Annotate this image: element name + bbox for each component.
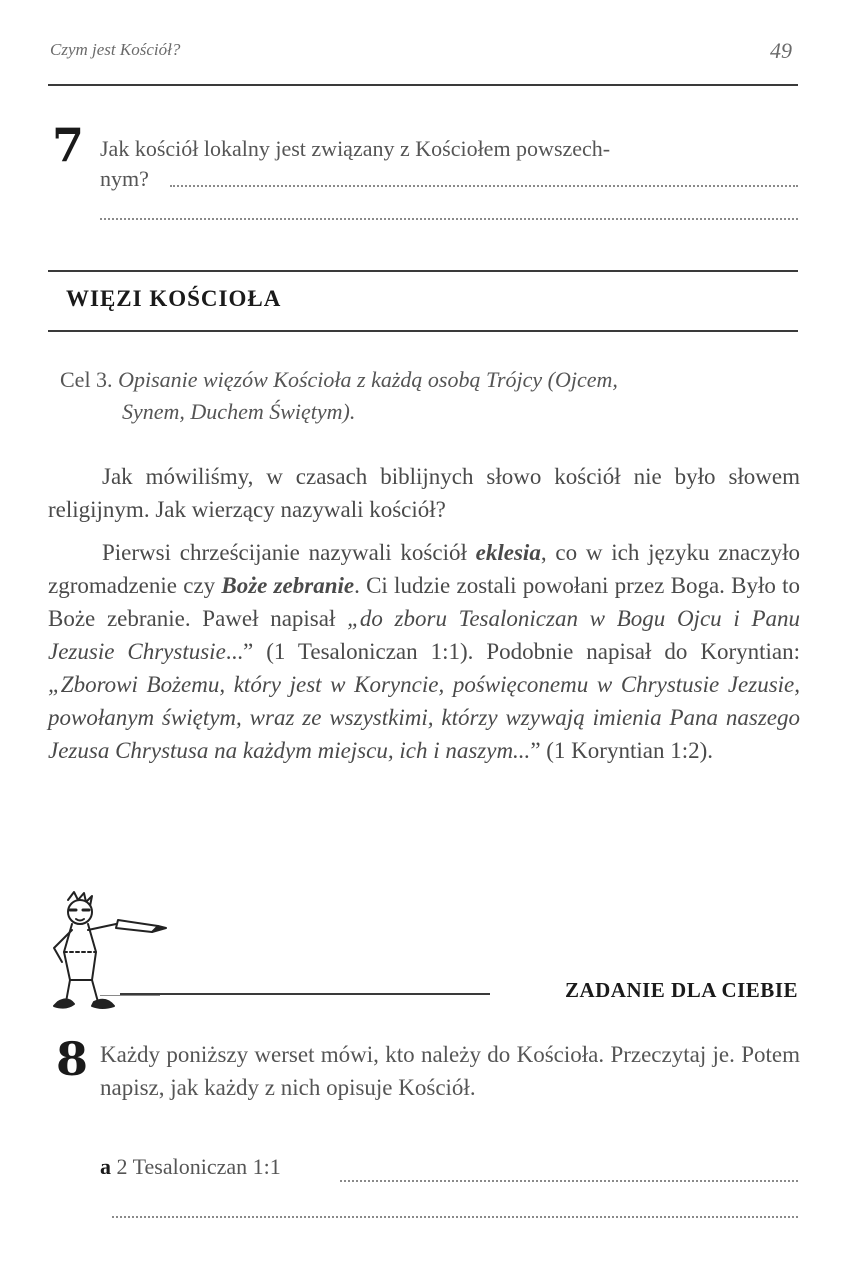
- goal-text-line1: Opisanie więzów Kościoła z każdą osobą Trójcy (Ojcem,: [118, 367, 618, 392]
- quote-koryntian: „Zborowi Bożemu, który jest w Koryncie, poświęconemu w Chrystusie Jezusie, powołanym świętym, wraz ze wszystkimi, którzy wzywają imienia Pana naszego Jezusa Chrystusa na każdym miejscu, ich i naszym...: [48, 672, 800, 763]
- term-eklesia: eklesia: [475, 540, 541, 565]
- goal: [60, 364, 800, 428]
- question-number-8: 8: [56, 1032, 89, 1086]
- student-writing-illustration: [40, 890, 170, 1015]
- section-rule-bottom: [48, 330, 798, 332]
- term-boze-zebranie: Boże zebranie: [221, 573, 355, 598]
- sub-letter-a: a: [100, 1154, 111, 1179]
- quote-tesaloniczan: „do zboru Tesaloniczan w Bogu Ojcu i Panu Jezusie Chrystusie: [48, 606, 800, 664]
- p2-mid1: , co w ich języku znaczyło zgromadzenie czy: [48, 540, 800, 598]
- body-text: [48, 460, 800, 767]
- chapter-title: Czym jest Kościół?: [50, 40, 181, 59]
- sub-question-a: [100, 1154, 281, 1180]
- goal-label: Cel 3.: [60, 367, 113, 392]
- section-title: WIĘZI KOŚCIOŁA: [66, 286, 282, 311]
- p2-mid2: . Ci ludzie zostali powołani przez Boga. Było to Boże zebranie. Paweł napisał: [48, 573, 800, 631]
- goal-text-line2: Synem, Duchem Świętym).: [122, 399, 356, 424]
- page-number: 49: [770, 38, 792, 63]
- task-label: ZADANIE DLA CIEBIE: [564, 978, 798, 1002]
- task-line-left: [100, 995, 160, 996]
- question-number-7: 7: [52, 118, 85, 172]
- paragraph-1: Jak mówiliśmy, w czasach biblijnych słowo kościół nie było słowem religijnym. Jak wierzący nazywali kościół?: [48, 464, 800, 522]
- question-7-line1: Jak kościół lokalny jest związany z Kościołem powszech-: [100, 136, 611, 161]
- answer-line-7a[interactable]: [170, 185, 798, 187]
- task-rule: [120, 993, 490, 995]
- answer-line-8a[interactable]: [340, 1180, 798, 1182]
- section-rule-top: [48, 270, 798, 272]
- p2-ref1: ...” (1 Tesaloniczan 1:1). Podobnie napisał do Koryntian:: [225, 639, 800, 664]
- header-rule: [48, 84, 798, 86]
- answer-line-8a-2[interactable]: [112, 1216, 798, 1218]
- reference-a: 2 Tesaloniczan 1:1: [116, 1154, 281, 1179]
- question-7-line2: nym?: [100, 166, 149, 191]
- question-8-text: Każdy poniższy werset mówi, kto należy do Kościoła. Przeczytaj je. Potem napisz, jak każdy z nich opisuje Kościół.: [100, 1042, 800, 1100]
- answer-line-7b[interactable]: [100, 218, 798, 220]
- p2-intro: Pierwsi chrześcijanie nazywali kościół: [102, 540, 476, 565]
- paragraph-2: [48, 536, 800, 767]
- p2-ref2: ” (1 Koryntian 1:2).: [530, 738, 713, 763]
